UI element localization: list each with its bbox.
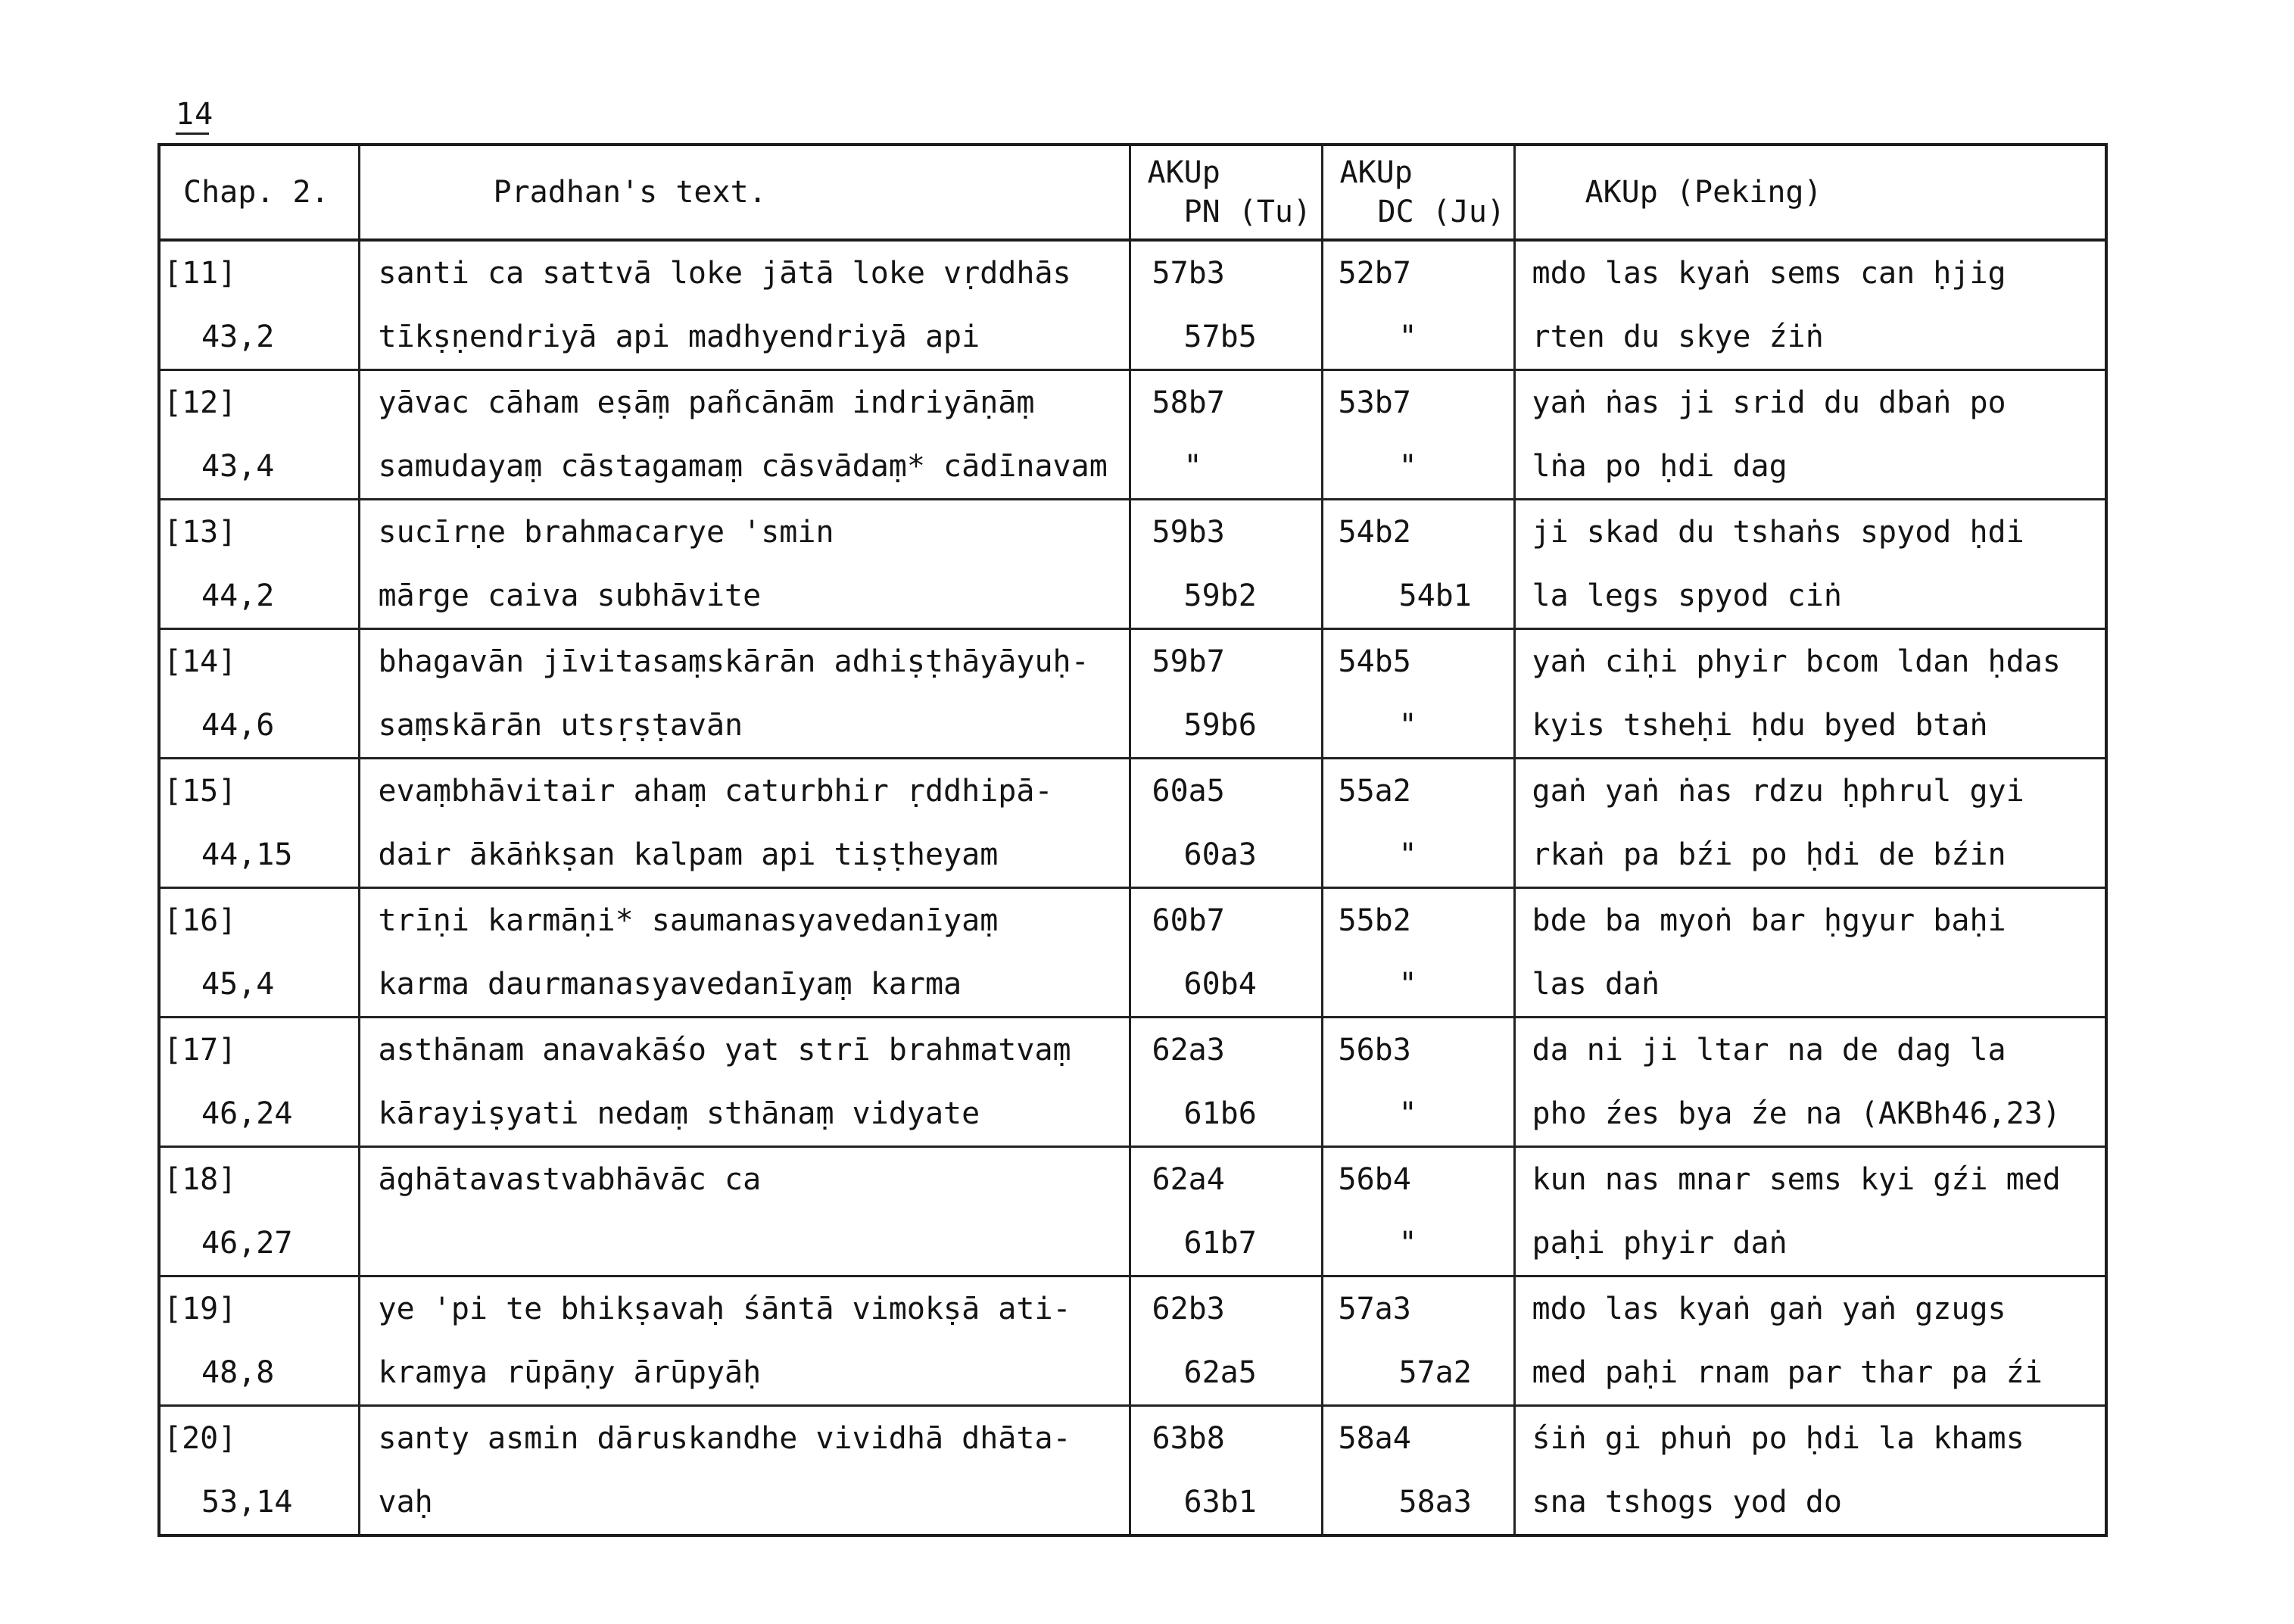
table-row-continuation	[159, 694, 2106, 759]
akup-tu-ref-2: 59b6	[1130, 694, 1322, 759]
sanskrit-text-line-2: samudayaṃ cāstagamaṃ cāsvādaṃ* cādīnavam	[359, 435, 1130, 500]
tibetan-text-line-2	[1514, 694, 2106, 759]
page-line-location: 45,4	[201, 967, 275, 1002]
sanskrit-text-line-1: āghātavastvabhāvāc ca	[359, 1147, 1130, 1212]
akup-tu-ref-2: 61b6	[1130, 1082, 1322, 1147]
akup-tu-ref-1: 62b3	[1130, 1276, 1322, 1342]
sanskrit-text-line-2: dair ākāṅkṣan kalpam api tiṣṭheyam	[359, 823, 1130, 888]
tibetan-text-line-1: mdo las kyaṅ gaṅ yaṅ gzugs	[1514, 1276, 2106, 1342]
location-cell	[159, 1341, 359, 1406]
table-row-continuation	[159, 1341, 2106, 1406]
location-cell	[159, 305, 359, 370]
akup-ju-ref-1: 57a3	[1322, 1276, 1514, 1342]
tibetan-text-line-2-value: pho źes bya źe na (AKBh46,23)	[1532, 1096, 2061, 1131]
akup-tu-ref-1: 59b7	[1130, 629, 1322, 694]
table-body	[159, 240, 2106, 1535]
tibetan-text-line-2-value: sna tshogs yod do	[1532, 1485, 1842, 1520]
chapter-cell	[159, 240, 359, 305]
citation-number: [19]	[164, 1292, 237, 1326]
tibetan-text-line-2	[1514, 1082, 2106, 1147]
chapter-cell	[159, 1406, 359, 1471]
sanskrit-text-line-1: yāvac cāham eṣāṃ pañcānām indriyāṇāṃ	[359, 370, 1130, 435]
table-header	[159, 145, 2106, 240]
sanskrit-text-line-2: saṃskārān utsṛṣṭavān	[359, 694, 1130, 759]
akup-ju-ref-2: "	[1322, 305, 1514, 370]
table-row-continuation	[159, 1082, 2106, 1147]
header-row	[159, 145, 2106, 240]
header-akup-ju	[1322, 145, 1514, 240]
page-line-location: 43,2	[201, 320, 275, 354]
tibetan-text-line-1: yaṅ ṅas ji srid du dbaṅ po	[1514, 370, 2106, 435]
akup-tu-ref-2: "	[1130, 435, 1322, 500]
akup-tu-ref-1: 58b7	[1130, 370, 1322, 435]
akup-ju-ref-2: "	[1322, 435, 1514, 500]
location-cell	[159, 435, 359, 500]
table-row	[159, 759, 2106, 824]
sanskrit-text-line-1: asthānam anavakāśo yat strī brahmatvaṃ	[359, 1018, 1130, 1083]
tibetan-text-line-2-value: rten du skye źiṅ	[1532, 320, 1824, 354]
akup-ju-ref-2: 54b1	[1322, 564, 1514, 629]
akup-ju-ref-1: 55b2	[1322, 888, 1514, 953]
citation-number: [18]	[164, 1162, 237, 1197]
header-akup-peking: AKUp (Peking)	[1514, 145, 2106, 240]
akup-tu-ref-2: 59b2	[1130, 564, 1322, 629]
chapter-cell	[159, 1147, 359, 1212]
table-row	[159, 629, 2106, 694]
table-row	[159, 500, 2106, 565]
akup-ju-ref-1: 53b7	[1322, 370, 1514, 435]
table-row-continuation	[159, 564, 2106, 629]
akup-ju-ref-2: "	[1322, 1082, 1514, 1147]
sanskrit-text-line-2: kramya rūpāṇy ārūpyāḥ	[359, 1341, 1130, 1406]
citation-number: [17]	[164, 1033, 237, 1068]
sanskrit-text-line-2: kārayiṣyati nedaṃ sthānaṃ vidyate	[359, 1082, 1130, 1147]
sanskrit-text-line-2: karma daurmanasyavedanīyaṃ karma	[359, 952, 1130, 1018]
chapter-cell	[159, 629, 359, 694]
akup-tu-ref-1: 63b8	[1130, 1406, 1322, 1471]
chapter-cell	[159, 1276, 359, 1342]
akup-ju-ref-1: 55a2	[1322, 759, 1514, 824]
sanskrit-text-line-1: sucīrṇe brahmacarye 'smin	[359, 500, 1130, 565]
akup-tu-ref-1: 57b3	[1130, 240, 1322, 305]
tibetan-text-line-1: bde ba myoṅ bar ḥgyur baḥi	[1514, 888, 2106, 953]
page-line-location: 46,27	[201, 1226, 293, 1261]
tibetan-text-line-2-value: la legs spyod ciṅ	[1532, 578, 1842, 613]
tibetan-text-line-1: kun nas mnar sems kyi gźi med	[1514, 1147, 2106, 1212]
header-pradhan-text: Pradhan's text.	[359, 145, 1130, 240]
chapter-cell	[159, 370, 359, 435]
akup-ju-ref-2: 57a2	[1322, 1341, 1514, 1406]
header-akup-ju-line1: AKUp	[1339, 155, 1413, 190]
chapter-cell	[159, 759, 359, 824]
table-row	[159, 1147, 2106, 1212]
location-cell	[159, 1470, 359, 1535]
akup-tu-ref-1: 62a3	[1130, 1018, 1322, 1083]
table-row	[159, 1276, 2106, 1342]
akup-tu-ref-2: 62a5	[1130, 1341, 1322, 1406]
page-line-location: 44,15	[201, 837, 293, 872]
header-akup-tu-line1: AKUp	[1147, 155, 1220, 190]
akup-ju-ref-2: "	[1322, 823, 1514, 888]
akup-tu-ref-2: 57b5	[1130, 305, 1322, 370]
citation-number: [11]	[164, 256, 237, 291]
akup-tu-ref-2: 60b4	[1130, 952, 1322, 1018]
citation-number: [20]	[164, 1421, 237, 1456]
akup-ju-ref-1: 54b2	[1322, 500, 1514, 565]
tibetan-text-line-2-value: lṅa po ḥdi dag	[1532, 449, 1788, 484]
akup-ju-ref-1: 56b4	[1322, 1147, 1514, 1212]
tibetan-text-line-2-value: paḥi phyir daṅ	[1532, 1226, 1788, 1261]
sanskrit-text-line-2: vaḥ	[359, 1470, 1130, 1535]
header-chapter: Chap. 2.	[159, 145, 359, 240]
page-line-location: 53,14	[201, 1485, 293, 1520]
citation-number: [12]	[164, 385, 237, 420]
akup-ju-ref-1: 58a4	[1322, 1406, 1514, 1471]
tibetan-text-line-2-value: kyis tsheḥi ḥdu byed btaṅ	[1532, 708, 1988, 743]
table-row	[159, 240, 2106, 305]
tibetan-text-line-2	[1514, 1211, 2106, 1276]
tibetan-text-line-1: da ni ji ltar na de dag la	[1514, 1018, 2106, 1083]
chapter-cell	[159, 1018, 359, 1083]
location-cell	[159, 823, 359, 888]
tibetan-text-line-1: gaṅ yaṅ ṅas rdzu ḥphrul gyi	[1514, 759, 2106, 824]
sanskrit-text-line-1: bhagavān jīvitasaṃskārān adhiṣṭhāyāyuḥ-	[359, 629, 1130, 694]
citation-number: [14]	[164, 644, 237, 679]
table-row	[159, 1406, 2106, 1471]
sanskrit-text-line-1: ye 'pi te bhikṣavaḥ śāntā vimokṣā ati-	[359, 1276, 1130, 1342]
tibetan-text-line-2-value: las daṅ	[1532, 967, 1660, 1002]
table-row-continuation	[159, 435, 2106, 500]
akup-tu-ref-2: 61b7	[1130, 1211, 1322, 1276]
tibetan-text-line-2	[1514, 305, 2106, 370]
page-line-location: 46,24	[201, 1096, 293, 1131]
akup-tu-ref-2: 63b1	[1130, 1470, 1322, 1535]
sanskrit-text-line-1: evaṃbhāvitair ahaṃ caturbhir ṛddhipā-	[359, 759, 1130, 824]
akup-tu-ref-1: 59b3	[1130, 500, 1322, 565]
table-row	[159, 370, 2106, 435]
sanskrit-text-line-2: tīkṣṇendriyā api madhyendriyā api	[359, 305, 1130, 370]
akup-tu-ref-1: 60b7	[1130, 888, 1322, 953]
akup-tu-ref-2: 60a3	[1130, 823, 1322, 888]
tibetan-text-line-2	[1514, 823, 2106, 888]
citation-number: [13]	[164, 515, 237, 550]
table-row-continuation	[159, 1211, 2106, 1276]
sanskrit-text-line-1: santy asmin dāruskandhe vividhā dhāta-	[359, 1406, 1130, 1471]
tibetan-text-line-2-value: med paḥi rnam par thar pa źi	[1532, 1355, 2043, 1390]
chapter-cell	[159, 500, 359, 565]
akup-tu-ref-1: 60a5	[1130, 759, 1322, 824]
akup-ju-ref-2: "	[1322, 1211, 1514, 1276]
page-line-location: 43,4	[201, 449, 275, 484]
citation-number: [15]	[164, 774, 237, 809]
table-row-continuation	[159, 305, 2106, 370]
location-cell	[159, 564, 359, 629]
akup-ju-ref-1: 54b5	[1322, 629, 1514, 694]
page-line-location: 44,2	[201, 578, 275, 613]
tibetan-text-line-2-value: rkaṅ pa bźi po ḥdi de bźin	[1532, 837, 2006, 872]
location-cell	[159, 694, 359, 759]
table-row-continuation	[159, 823, 2106, 888]
tibetan-text-line-1: śiṅ gi phuṅ po ḥdi la khams	[1514, 1406, 2106, 1471]
location-cell	[159, 952, 359, 1018]
citation-number: [16]	[164, 903, 237, 938]
tibetan-text-line-2	[1514, 1470, 2106, 1535]
akup-ju-ref-1: 56b3	[1322, 1018, 1514, 1083]
sanskrit-text-line-2: mārge caiva subhāvite	[359, 564, 1130, 629]
table-row	[159, 888, 2106, 953]
concordance-table	[157, 143, 2108, 1537]
tibetan-text-line-2	[1514, 952, 2106, 1018]
akup-ju-ref-1: 52b7	[1322, 240, 1514, 305]
header-akup-tu	[1130, 145, 1322, 240]
akup-ju-ref-2: "	[1322, 694, 1514, 759]
akup-ju-ref-2: "	[1322, 952, 1514, 1018]
page-number: 14	[176, 97, 214, 132]
tibetan-text-line-1: yaṅ ciḥi phyir bcom ldan ḥdas	[1514, 629, 2106, 694]
chapter-cell	[159, 888, 359, 953]
location-cell	[159, 1082, 359, 1147]
location-cell	[159, 1211, 359, 1276]
page-line-location: 48,8	[201, 1355, 275, 1390]
akup-tu-ref-1: 62a4	[1130, 1147, 1322, 1212]
tibetan-text-line-2	[1514, 435, 2106, 500]
header-akup-tu-line2: PN (Tu)	[1183, 195, 1312, 229]
sanskrit-text-line-1: santi ca sattvā loke jātā loke vṛddhās	[359, 240, 1130, 305]
tibetan-text-line-2	[1514, 564, 2106, 629]
akup-ju-ref-2: 58a3	[1322, 1470, 1514, 1535]
tibetan-text-line-1: ji skad du tshaṅs spyod ḥdi	[1514, 500, 2106, 565]
sanskrit-text-line-2	[359, 1211, 1130, 1276]
tibetan-text-line-1: mdo las kyaṅ sems can ḥjig	[1514, 240, 2106, 305]
sanskrit-text-line-1: trīṇi karmāṇi* saumanasyavedanīyaṃ	[359, 888, 1130, 953]
page-line-location: 44,6	[201, 708, 275, 743]
table-row-continuation	[159, 952, 2106, 1018]
table-row-continuation	[159, 1470, 2106, 1535]
table-row	[159, 1018, 2106, 1083]
tibetan-text-line-2	[1514, 1341, 2106, 1406]
header-akup-ju-line2: DC (Ju)	[1377, 195, 1506, 229]
